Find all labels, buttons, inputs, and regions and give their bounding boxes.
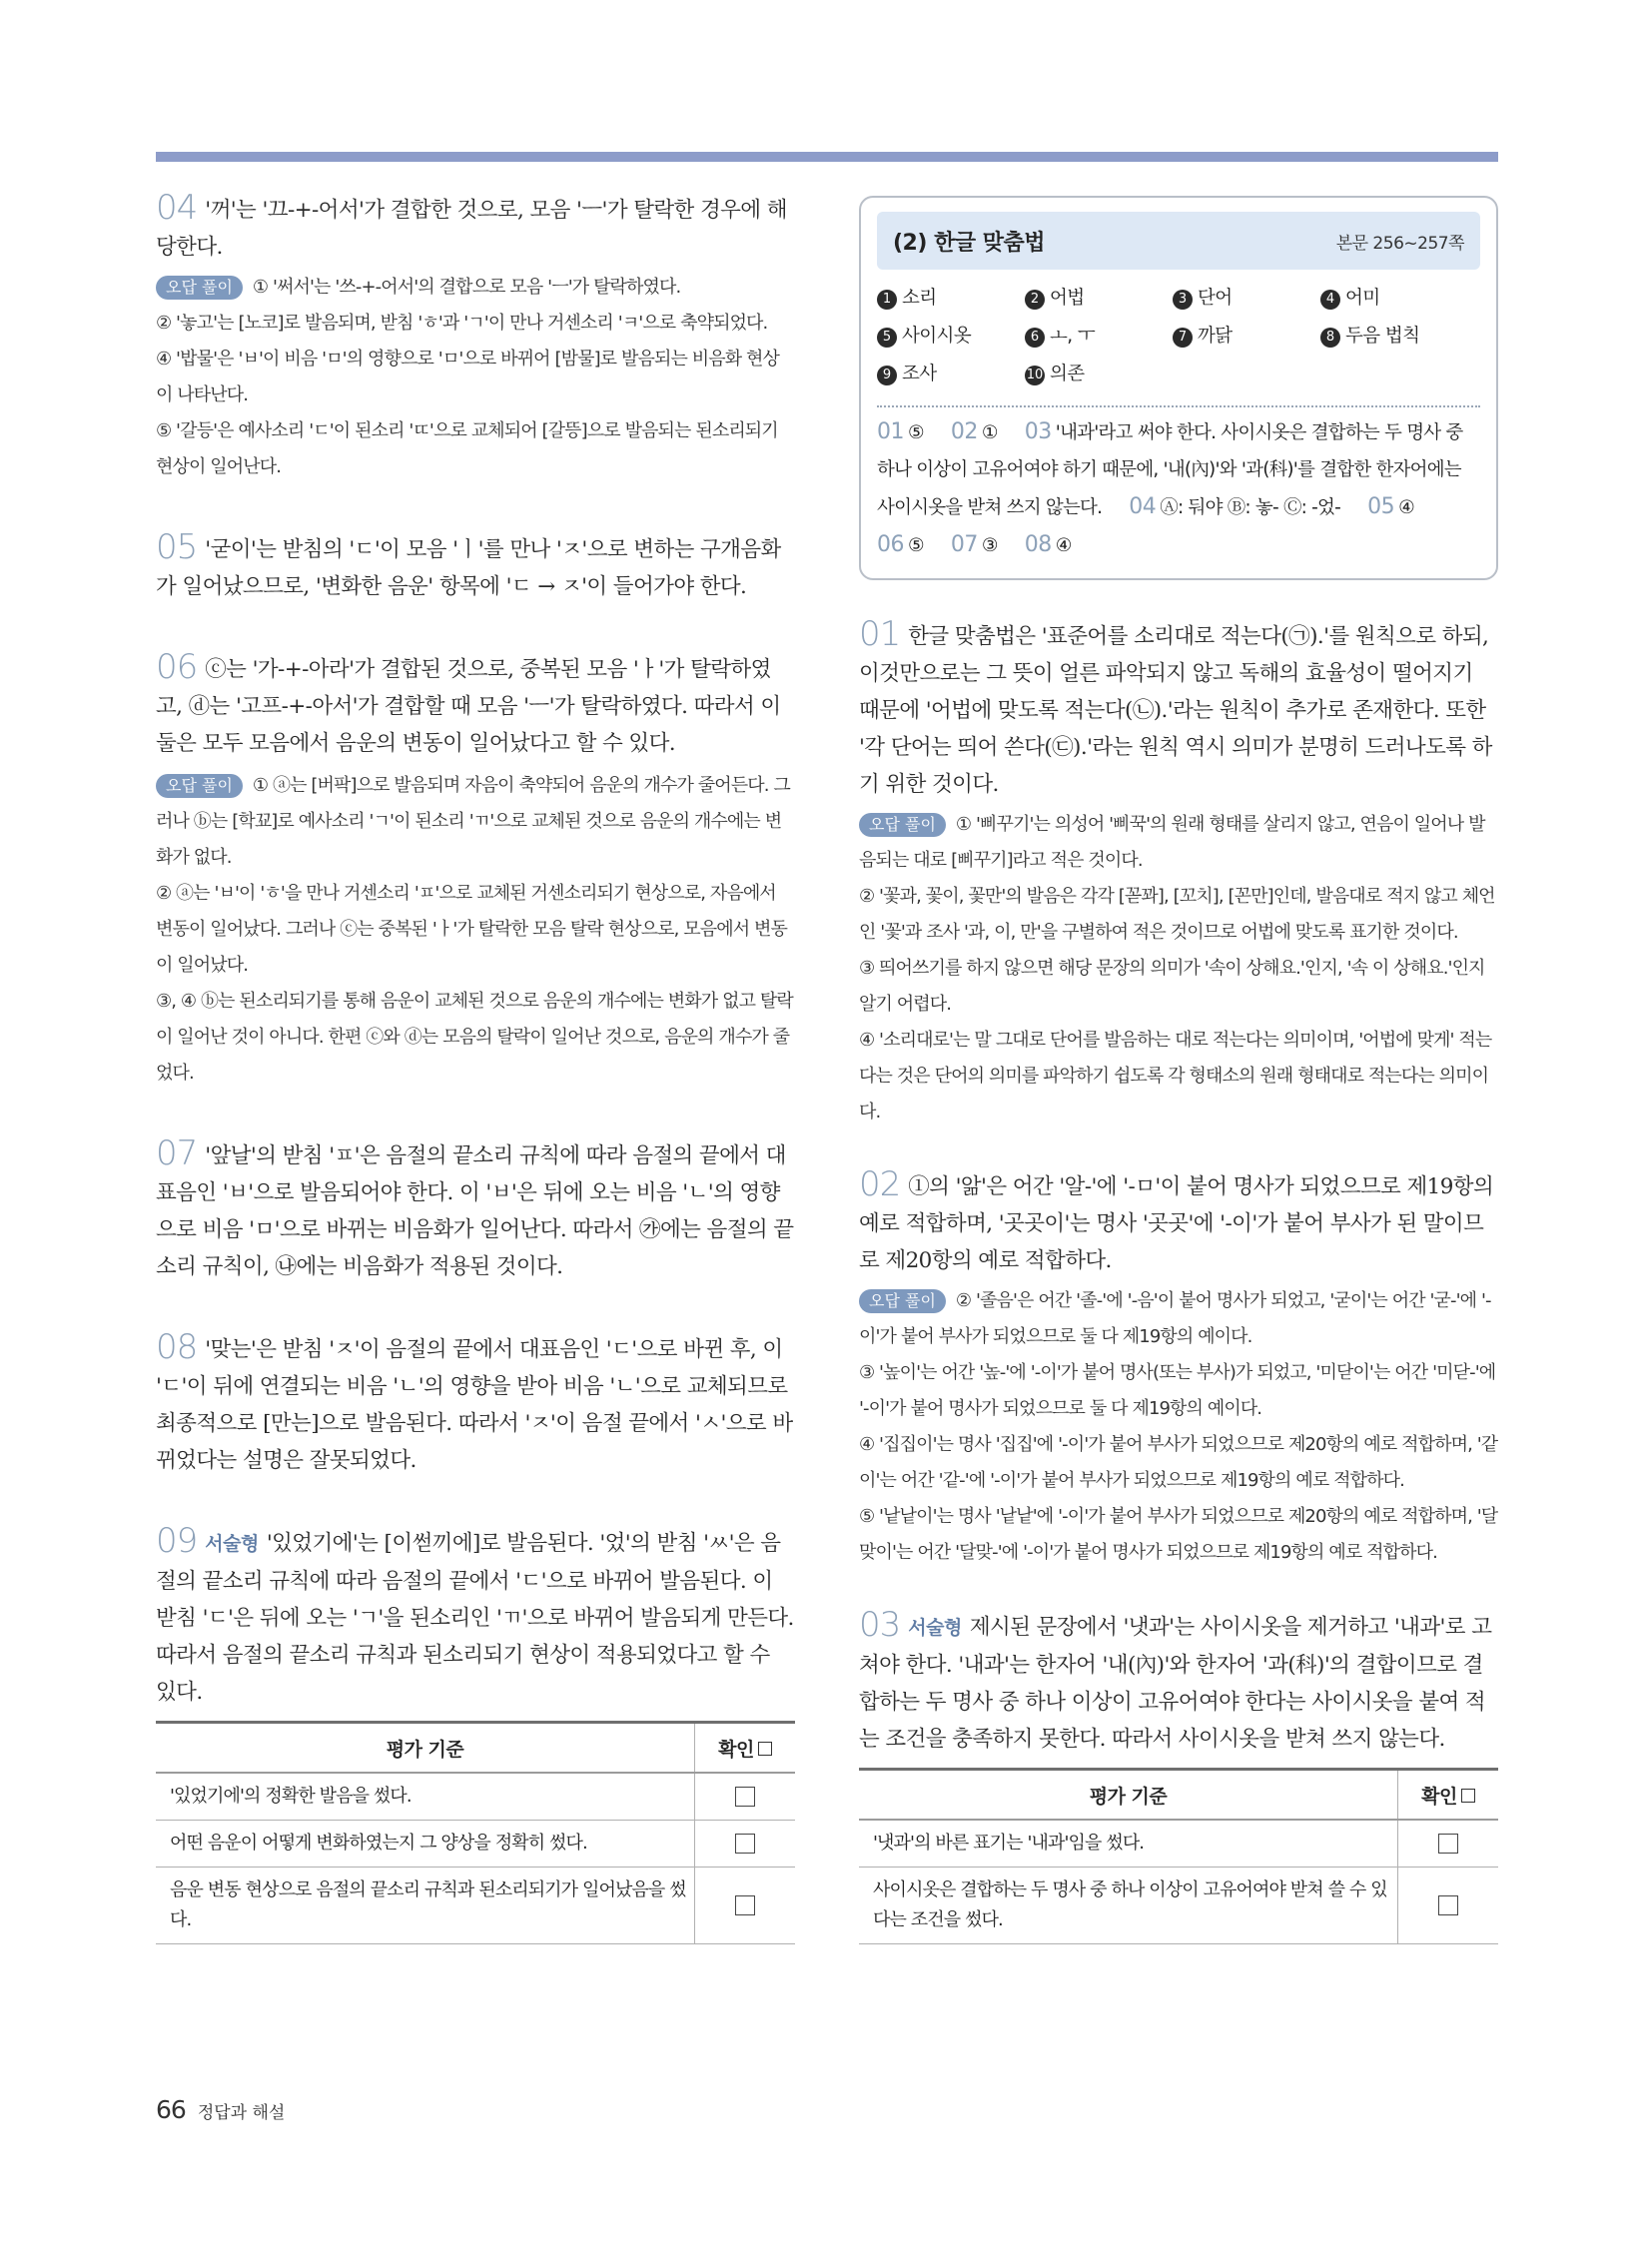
keyword-item <box>877 318 1025 356</box>
summary-header <box>877 212 1480 270</box>
keyword-text: 어미 <box>1345 288 1380 309</box>
note-line: ③ '높이'는 어간 '높-'에 '-이'가 붙어 명사(또는 부사)가 되었고, '미닫이'는 어간 '미닫-'에 '-이'가 붙어 명사가 되었으므로 둘 다 제19항의 예이다. <box>859 1362 1496 1419</box>
checkbox[interactable] <box>1438 1834 1458 1854</box>
table-row <box>859 1820 1498 1868</box>
wrong-answer-notes <box>859 807 1498 1130</box>
explanation-text: ⓒ는 '가-+-아라'가 결합된 것으로, 중복된 모음 'ㅏ'가 탈락하였고, ⓓ는 '고프-+-아서'가 결합할 때 모음 'ㅡ'가 탈락하였다. 따라서 이 둘은 모두 모음에서 음운의 변동이 일어났다고 할 수 있다. <box>156 657 781 756</box>
essay-tag: 서술형 <box>205 1533 259 1555</box>
answer-value: ⑤ <box>908 535 924 556</box>
answer-value: ③ <box>981 535 998 556</box>
keyword-text: ㅗ, ㅜ <box>1050 326 1096 347</box>
criteria-cell: 음운 변동 현상으로 음절의 끝소리 규칙과 된소리되기가 일어났음을 썼다. <box>156 1868 695 1944</box>
check-cell <box>1398 1820 1499 1868</box>
answer-number: 02 <box>950 419 978 444</box>
evaluation-table <box>859 1768 1498 1944</box>
number-circle-icon: 4 <box>1320 290 1340 310</box>
wrong-answer-notes <box>859 1283 1498 1571</box>
keyword-text: 두음 법칙 <box>1345 326 1420 347</box>
note-line: ② '놓고'는 [노코]로 발음되며, 받침 'ㅎ'과 'ㄱ'이 만나 거센소리 'ㅋ'으로 축약되었다. <box>156 313 768 334</box>
checkbox[interactable] <box>1438 1895 1458 1915</box>
essay-tag: 서술형 <box>908 1617 962 1639</box>
keyword-item <box>1025 280 1173 318</box>
evaluation-table <box>156 1721 795 1944</box>
number-circle-icon: 9 <box>877 366 897 385</box>
answer-value: ④ <box>1055 535 1072 556</box>
keyword-grid <box>877 270 1480 399</box>
note-line: ④ '집집이'는 명사 '집집'에 '-이'가 붙어 부사가 되었으므로 제20항의 예로 적합하며, '같이'는 어간 '같-'에 '-이'가 붙어 부사가 되었으므로 제19항의 예로 적합하다. <box>859 1434 1498 1491</box>
summary-box <box>859 196 1498 580</box>
note-line: ② '졸음'은 어간 '졸-'에 '-음'이 붙어 명사가 되었고, '굳이'는 어간 '굳-'에 '-이'가 붙어 부사가 되었으므로 둘 다 제19항의 예이다. <box>859 1290 1491 1347</box>
check-header <box>695 1723 796 1774</box>
answer-number: 07 <box>950 532 978 557</box>
explanation-text: '꺼'는 '끄-+-어서'가 결합한 것으로, 모음 'ㅡ'가 탈락한 경우에 해당한다. <box>156 198 787 260</box>
answer-value: ④ <box>1398 497 1414 518</box>
answer-value: ① <box>981 422 998 443</box>
wrong-answer-badge: 오답 풀이 <box>156 774 243 798</box>
check-cell <box>695 1773 796 1821</box>
answer-04 <box>156 190 795 485</box>
explanation-text: '굳이'는 받침의 'ㄷ'이 모음 'ㅣ'를 만나 'ㅈ'으로 변하는 구개음화가 일어났으므로, '변화한 음운' 항목에 'ㄷ → ㅈ'이 들어가야 한다. <box>156 537 781 599</box>
keyword-item <box>877 356 1025 393</box>
wrong-answer-badge: 오답 풀이 <box>859 1289 946 1313</box>
answer-r01 <box>859 616 1498 1130</box>
keyword-item <box>1173 318 1320 356</box>
number-circle-icon: 7 <box>1173 328 1193 348</box>
checkbox[interactable] <box>735 1787 755 1807</box>
keyword-text: 어법 <box>1050 288 1085 309</box>
wrong-answer-badge: 오답 풀이 <box>156 276 243 300</box>
answer-05 <box>156 529 795 605</box>
keyword-text: 단어 <box>1198 288 1233 309</box>
note-line: ⑤ '갈등'은 예사소리 'ㄷ'이 된소리 'ㄸ'으로 교체되어 [갈뜽]으로 발음되는 된소리되기 현상이 일어난다. <box>156 420 778 477</box>
answer-r02 <box>859 1166 1498 1571</box>
note-line: ④ '소리대로'는 말 그대로 단어를 발음하는 대로 적는다는 의미이며, '어법에 맞게' 적는다는 것은 단어의 의미를 파악하기 쉽도록 각 형태소의 원래 형태대로 적는다는 의미이다. <box>859 1030 1492 1122</box>
footer-label: 정답과 해설 <box>197 2103 286 2123</box>
answer-key <box>877 413 1480 564</box>
keyword-text: 조사 <box>902 364 937 384</box>
answer-value: ⑤ <box>908 422 924 443</box>
number-circle-icon: 2 <box>1025 290 1045 310</box>
answer-number: 08 <box>1024 532 1052 557</box>
check-cell <box>695 1868 796 1944</box>
note-line: ② ⓐ는 'ㅂ'이 'ㅎ'을 만나 거센소리 'ㅍ'으로 교체된 거센소리되기 현상으로, 자음에서 변동이 일어났다. 그러나 ⓒ는 중복된 'ㅏ'가 탈락한 모음 탈락 현상으로, 모음에서 변동이 일어났다. <box>156 883 787 976</box>
question-number: 05 <box>156 527 198 567</box>
table-row <box>859 1868 1498 1944</box>
table-row <box>156 1773 795 1821</box>
check-header-label: 확인 <box>718 1738 754 1761</box>
question-number: 06 <box>156 647 198 687</box>
wrong-answer-notes <box>156 768 795 1092</box>
check-header <box>1398 1770 1499 1821</box>
number-circle-icon: 3 <box>1173 290 1193 310</box>
number-circle-icon: 6 <box>1025 328 1045 348</box>
answer-r03 <box>859 1607 1498 1758</box>
answer-number: 05 <box>1367 494 1395 519</box>
explanation-text: 제시된 문장에서 '냇과'는 사이시옷을 제거하고 '내과'로 고쳐야 한다. '내과'는 한자어 '내(內)'와 한자어 '과(科)'의 결합이므로 결합하는 두 명사 중 하나 이상이 고유어여야 한다는 사이시옷을 붙여 적는 조건을 충족하지 못한다. 따라서 사이시옷을 받쳐 쓰지 않는다. <box>859 1615 1492 1752</box>
keyword-item <box>1025 356 1173 393</box>
explanation-text: 한글 맞춤법은 '표준어를 소리대로 적는다(㉠).'를 원칙으로 하되, 이것만으로는 그 뜻이 얼른 파악되지 않고 독해의 효율성이 떨어지기 때문에 '어법에 맞도록 적는다(㉡).'라는 원칙이 추가로 존재한다. 또한 '각 단어는 띄어 쓴다(㉢).'라는 원칙 역시 의미가 분명히 드러나도록 하기 위한 것이다. <box>859 624 1492 797</box>
page-number: 66 <box>156 2095 186 2124</box>
check-header-label: 확인 <box>1421 1785 1457 1808</box>
note-line: ⑤ '낱낱이'는 명사 '낱낱'에 '-이'가 붙어 부사가 되었으므로 제20항의 예로 적합하며, '달맞이'는 어간 '달맞-'에 '-이'가 붙어 명사가 되었으므로 제19항의 예로 적합하다. <box>859 1506 1498 1563</box>
keyword-text: 까닭 <box>1198 326 1233 347</box>
table-header-row <box>156 1723 795 1774</box>
answer-09 <box>156 1523 795 1711</box>
check-cell <box>1398 1868 1499 1944</box>
answer-number: 04 <box>1129 494 1157 519</box>
criteria-cell: 어떤 음운이 어떻게 변화하였는지 그 양상을 정확히 썼다. <box>156 1821 695 1868</box>
wrong-answer-notes <box>156 270 795 485</box>
table-row <box>156 1868 795 1944</box>
checkbox[interactable] <box>735 1834 755 1854</box>
checkbox-icon <box>758 1742 772 1756</box>
keyword-item <box>1173 280 1320 318</box>
answer-number: 01 <box>877 419 904 444</box>
criteria-cell: '냇과'의 바른 표기는 '내과'임을 썼다. <box>859 1820 1398 1868</box>
check-cell <box>695 1821 796 1868</box>
left-column <box>156 190 795 1944</box>
note-line: ④ '밥물'은 'ㅂ'이 비음 'ㅁ'의 영향으로 'ㅁ'으로 바뀌어 [밤물]로 발음되는 비음화 현상이 나타난다. <box>156 349 780 405</box>
answer-value: '내과'라고 써야 한다. 사이시옷은 결합하는 두 명사 중 하나 이상이 고유어여야 하기 때문에, '내(內)'와 '과(科)'를 결합한 한자어에는 사이시옷을 받쳐 쓰지 않는다. <box>877 422 1463 518</box>
note-line: ③ 띄어쓰기를 하지 않으면 해당 문장의 의미가 '속이 상해요.'인지, '속 이 상해요.'인지 알기 어렵다. <box>859 958 1485 1015</box>
wrong-answer-badge: 오답 풀이 <box>859 813 946 837</box>
keyword-item <box>1320 318 1468 356</box>
question-number: 07 <box>156 1133 198 1173</box>
checkbox[interactable] <box>735 1895 755 1915</box>
explanation-text: '있었기에'는 [이썯끼에]로 발음된다. '었'의 받침 'ㅆ'은 음절의 끝소리 규칙에 따라 음절의 끝에서 'ㄷ'으로 바뀌어 발음된다. 이 받침 'ㄷ'은 뒤에 오는 'ㄱ'을 된소리인 'ㄲ'으로 바뀌어 발음되게 만든다. 따라서 음절의 끝소리 규칙과 된소리되기 현상이 적용되었다고 할 수 있다. <box>156 1531 794 1705</box>
note-line: ① '써서'는 '쓰-+-어서'의 결합으로 모음 'ㅡ'가 탈락하였다. <box>252 277 681 298</box>
explanation-text: '앞날'의 받침 'ㅍ'은 음절의 끝소리 규칙에 따라 음절의 끝에서 대표음인 'ㅂ'으로 발음되어야 한다. 이 'ㅂ'은 뒤에 오는 비음 'ㄴ'의 영향으로 비음 'ㅁ'으로 바뀌는 비음화가 일어난다. 따라서 ㉮에는 음절의 끝소리 규칙이, ㉯에는 비음화가 적용된 것이다. <box>156 1143 794 1279</box>
keyword-text: 소리 <box>902 288 937 309</box>
right-column <box>859 196 1498 1944</box>
keyword-item <box>1025 318 1173 356</box>
table-row <box>156 1821 795 1868</box>
question-number: 02 <box>859 1164 901 1204</box>
explanation-text: '맞는'은 받침 'ㅈ'이 음절의 끝에서 대표음인 'ㄷ'으로 바뀐 후, 이 'ㄷ'이 뒤에 연결되는 비음 'ㄴ'의 영향을 받아 비음 'ㄴ'으로 교체되므로 최종적으로 [만는]으로 발음된다. 따라서 'ㅈ'이 음절 끝에서 'ㅅ'으로 바뀌었다는 설명은 잘못되었다. <box>156 1337 793 1473</box>
page-footer <box>156 2095 285 2124</box>
question-number: 01 <box>859 614 901 654</box>
dotted-divider <box>877 405 1480 407</box>
answer-value: Ⓐ: 둬야 Ⓑ: 놓- Ⓒ: -었- <box>1160 497 1340 518</box>
explanation-text: ①의 '앎'은 어간 '알-'에 '-ㅁ'이 붙어 명사가 되었으므로 제19항의 예로 적합하며, '곳곳이'는 명사 '곳곳'에 '-이'가 붙어 부사가 된 말이므로 제20항의 예로 적합하다. <box>859 1174 1494 1273</box>
note-line: ① '삐꾸기'는 의성어 '삐꾹'의 원래 형태를 살리지 않고, 연음이 일어나 발음되는 대로 [삐꾸기]라고 적은 것이다. <box>859 814 1485 871</box>
question-number: 04 <box>156 188 198 228</box>
note-line: ③, ④ ⓑ는 된소리되기를 통해 음운이 교체된 것으로 음운의 개수에는 변화가 없고 탈락이 일어난 것이 아니다. 한편 ⓒ와 ⓓ는 모음의 탈락이 일어난 것으로, 음운의 개수가 줄었다. <box>156 991 793 1084</box>
number-circle-icon: 1 <box>877 290 897 310</box>
answer-06 <box>156 649 795 1092</box>
keyword-item <box>1320 280 1468 318</box>
question-number: 03 <box>859 1605 901 1645</box>
number-circle-icon: 5 <box>877 328 897 348</box>
criteria-header: 평가 기준 <box>859 1770 1398 1821</box>
table-header-row <box>859 1770 1498 1821</box>
note-line: ② '꽃과, 꽃이, 꽃만'의 발음은 각각 [꼳꽈], [꼬치], [꼰만]인데, 발음대로 적지 않고 체언인 '꽃'과 조사 '과, 이, 만'을 구별하여 적은 것이므로 어법에 맞도록 표기한 것이다. <box>859 886 1495 943</box>
question-number: 08 <box>156 1327 198 1367</box>
question-number: 09 <box>156 1521 198 1561</box>
criteria-header: 평가 기준 <box>156 1723 695 1774</box>
criteria-cell: 사이시옷은 결합하는 두 명사 중 하나 이상이 고유어여야 받쳐 쓸 수 있다는 조건을 썼다. <box>859 1868 1398 1944</box>
answer-number: 06 <box>877 532 904 557</box>
keyword-text: 의존 <box>1050 364 1085 384</box>
number-circle-icon: 8 <box>1320 328 1340 348</box>
answer-number: 03 <box>1024 419 1052 444</box>
criteria-cell: '있었기에'의 정확한 발음을 썼다. <box>156 1773 695 1821</box>
checkbox-icon <box>1461 1789 1475 1803</box>
keyword-item <box>877 280 1025 318</box>
note-line: ① ⓐ는 [버팍]으로 발음되며 자음이 축약되어 음운의 개수가 줄어든다. 그러나 ⓑ는 [학꾜]로 예사소리 'ㄱ'이 된소리 'ㄲ'으로 교체된 것으로 음운의 개수에는 변화가 없다. <box>156 775 790 868</box>
answer-08 <box>156 1329 795 1479</box>
page-reference: 본문 256~257쪽 <box>1335 233 1464 254</box>
answer-07 <box>156 1135 795 1285</box>
section-title: (2) 한글 맞춤법 <box>893 230 1045 256</box>
keyword-text: 사이시옷 <box>902 326 972 347</box>
top-accent-bar <box>156 152 1498 162</box>
number-circle-icon: 10 <box>1025 366 1045 385</box>
